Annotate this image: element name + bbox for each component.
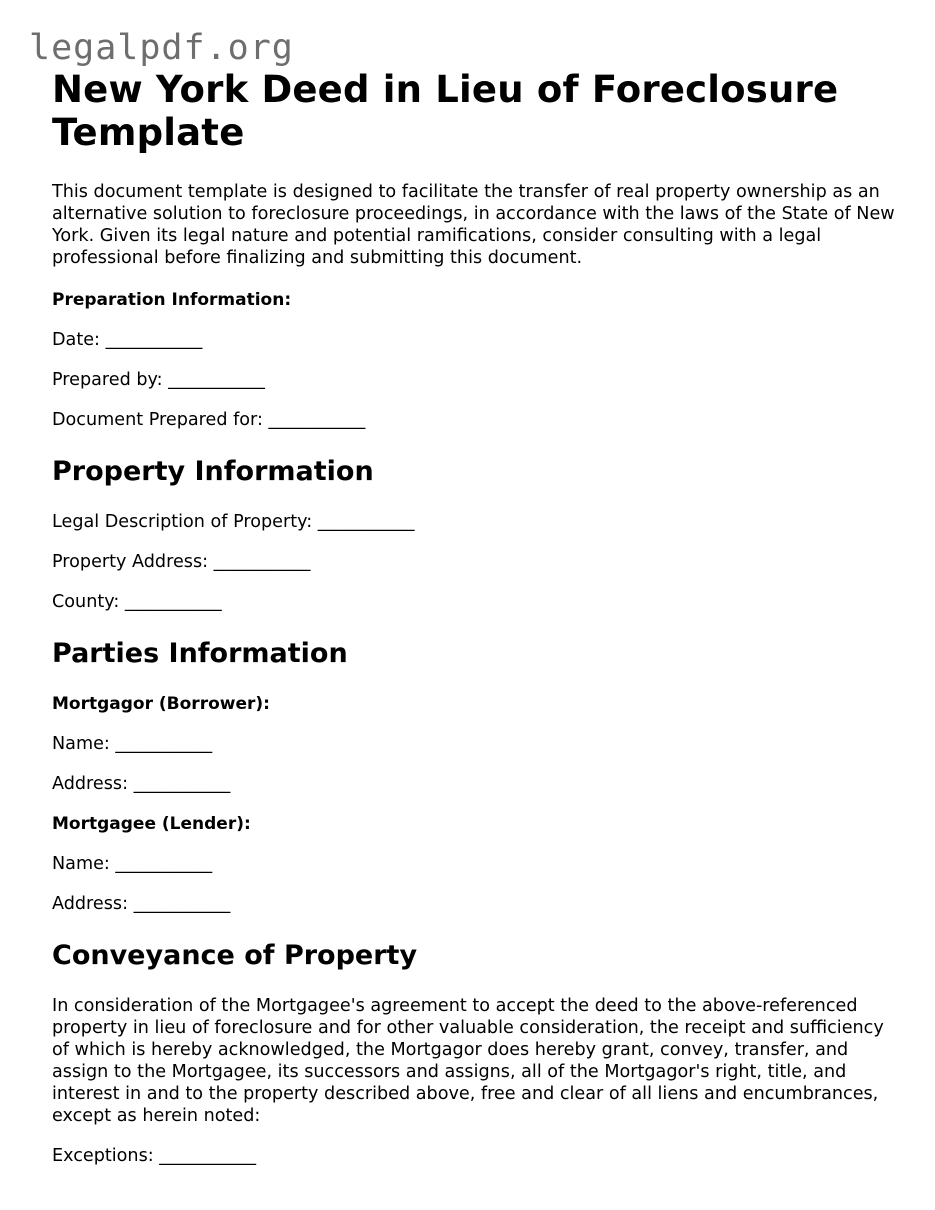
prepared-for-field: Document Prepared for: ___________	[52, 410, 366, 430]
property-heading: Property Information	[52, 456, 374, 487]
date-field: Date: ___________	[52, 330, 203, 350]
parties-heading: Parties Information	[52, 638, 348, 669]
preparation-heading: Preparation Information:	[52, 290, 292, 310]
county-field: County: ___________	[52, 592, 222, 612]
mortgagee-heading: Mortgagee (Lender):	[52, 814, 251, 834]
prepared-by-field: Prepared by: ___________	[52, 370, 265, 390]
legal-description-field: Legal Description of Property: ___________	[52, 512, 415, 532]
mortgagee-address-field: Address: ___________	[52, 894, 231, 914]
mortgagor-name-field: Name: ___________	[52, 734, 213, 754]
mortgagor-address-field: Address: ___________	[52, 774, 231, 794]
mortgagee-name-field: Name: ___________	[52, 854, 213, 874]
conveyance-paragraph: In consideration of the Mortgagee's agreement to accept the deed to the above-referenced property in lieu of foreclosure and for other valuable consideration, the receipt and sufficiency of which is hereby acknowledged, the Mortgagor does hereby grant, convey, transfer, and assign to the Mortgagee, its successors and assigns, all of the Mortgagor's right, title, and interest in and to the property described above, free and clear of all liens and encumbrances, except as herein noted:	[52, 996, 884, 1126]
watermark: legalpdf.org	[29, 28, 294, 68]
property-address-field: Property Address: ___________	[52, 552, 311, 572]
exceptions-field: Exceptions: ___________	[52, 1146, 257, 1166]
page-title: New York Deed in Lieu of Foreclosure Template	[52, 68, 839, 154]
document-body	[52, 68, 897, 1167]
conveyance-heading: Conveyance of Property	[52, 940, 418, 971]
intro-paragraph: This document template is designed to facilitate the transfer of real property ownership as an alternative solution to foreclosure proceedings, in accordance with the laws of the State of New York. Given its legal nature and potential ramifications, consider consulting with a legal professional before finalizing and submitting this document.	[52, 182, 895, 268]
mortgagor-heading: Mortgagor (Borrower):	[52, 694, 270, 714]
